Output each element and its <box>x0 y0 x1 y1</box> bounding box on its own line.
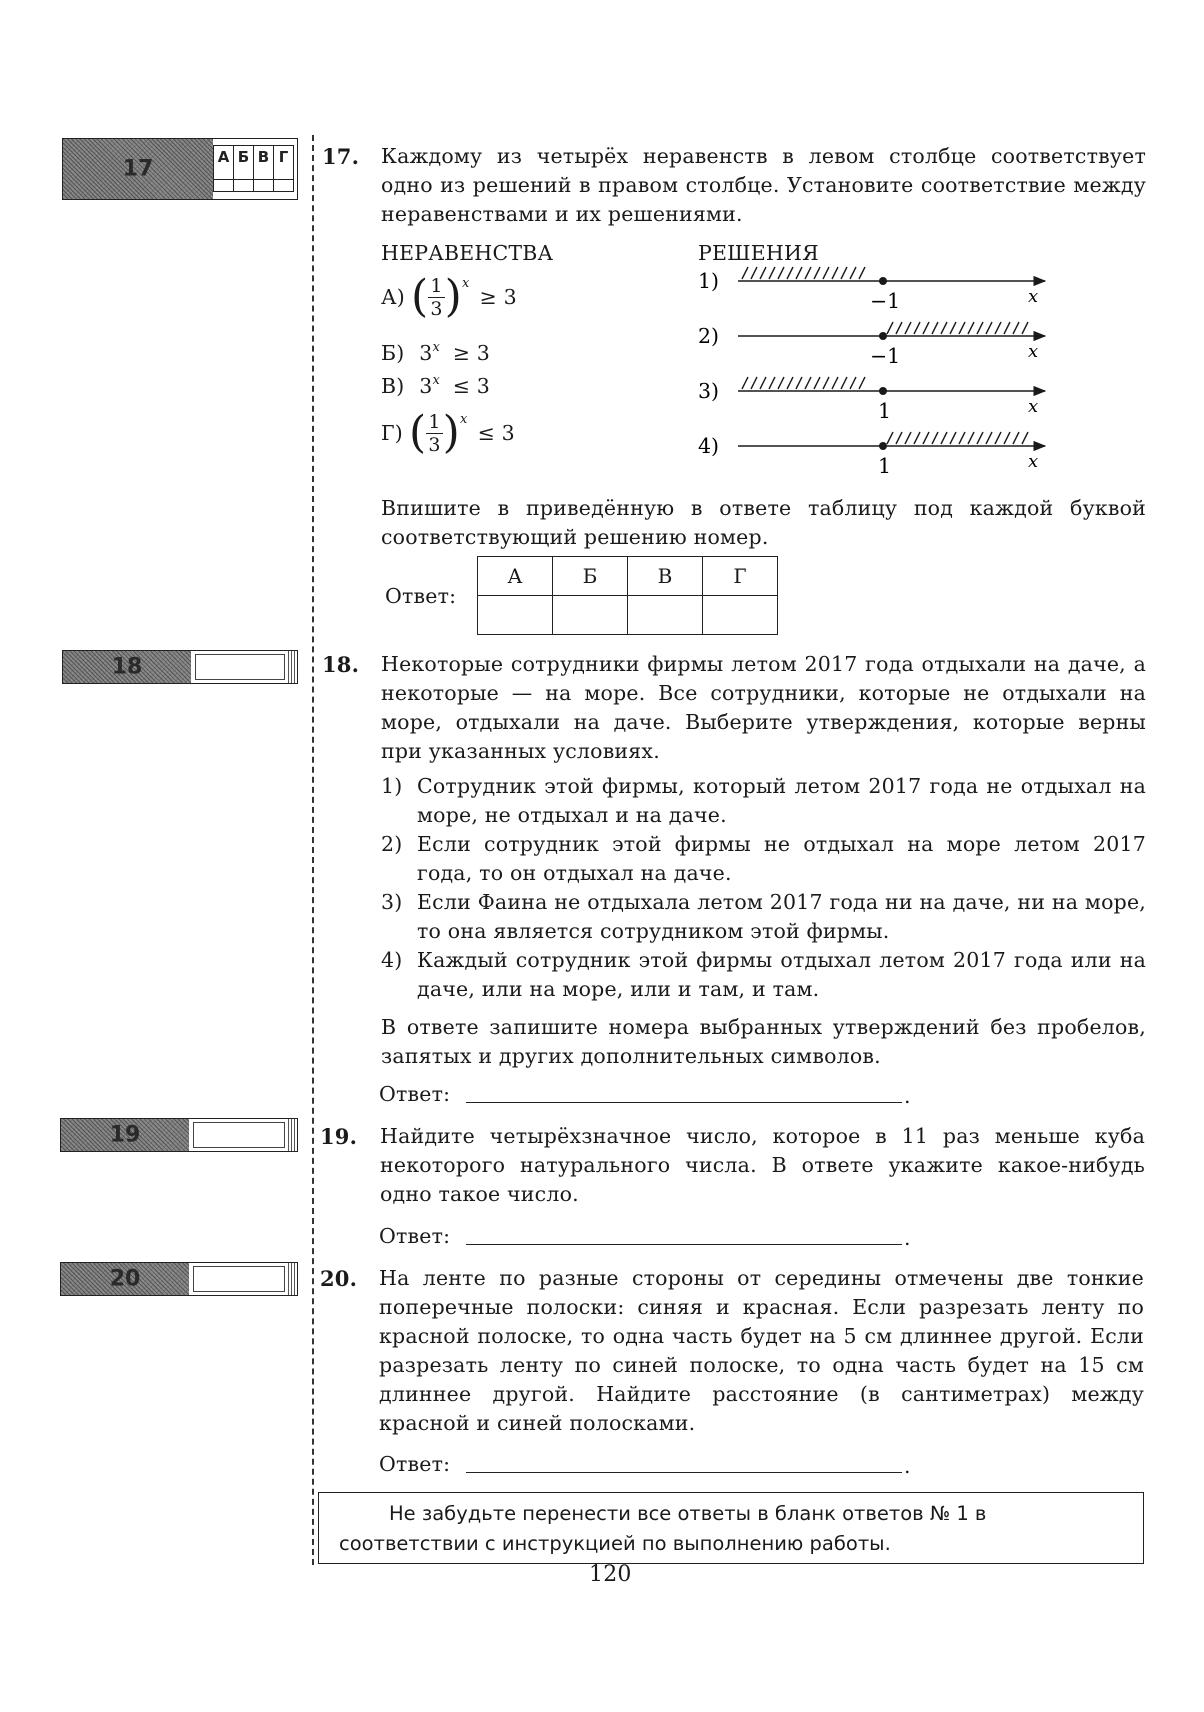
transfer-notice-text: Не забудьте перенести все ответы в бланк ответов № 1 в соответствии с инструкцией по выполнению работы. <box>339 1502 987 1555</box>
solution-4-point: 1 <box>878 454 892 478</box>
badge-18-tail <box>288 651 297 683</box>
task-20-text: На ленте по разные стороны от середины отмечены две тонкие поперечные полоски: синяя и красная. Если разрезать ленту по красной полоске, то одна часть будет на 5 см длиннее другой. Если разрезать ленту по синей полоске, то одна часть будет на 15 см длиннее другой. Найдите расстояние (в сантиметрах) между красной и синей полосками. <box>379 1266 1144 1435</box>
solutions-header: РЕШЕНИЯ <box>698 241 819 265</box>
badge-18 <box>62 650 298 684</box>
task-17-answer-label: Ответ: <box>385 584 457 608</box>
solution-3-point: 1 <box>878 399 892 423</box>
inequality-a-rel: ≥ 3 <box>479 284 517 309</box>
task-18-item-2-number: 2) <box>381 832 403 856</box>
inequality-b-rel: ≥ 3 <box>452 341 491 365</box>
solution-1-label: 1) <box>698 269 720 293</box>
badge-20-tail <box>288 1263 297 1295</box>
task-20-number: 20. <box>320 1266 358 1291</box>
solution-2-point-dot <box>879 332 887 340</box>
inequality-v-base: 3 <box>419 374 433 398</box>
inequality-v-exp: x <box>432 373 440 388</box>
inequality-a-label: А) <box>381 284 405 309</box>
task-17-number: 17. <box>322 144 360 169</box>
answer-table-header-a: А <box>478 557 553 596</box>
task-18-item-4-number: 4) <box>381 948 403 972</box>
page-number: 120 <box>589 1562 632 1587</box>
inequality-g-fraction: ( $\frac{1}{3}$ ) x <box>409 411 468 456</box>
solution-4-point-dot <box>879 442 887 450</box>
inequality-g <box>381 408 515 458</box>
inequality-a-fraction: ( $\frac{1}{3}$ ) x <box>411 275 470 320</box>
task-19-number: 19. <box>320 1124 358 1149</box>
inequality-g-num: 1 <box>428 410 441 433</box>
badge-17-answer-grid[interactable] <box>213 145 294 192</box>
task-18-item-1-text: Сотрудник этой фирмы, который летом 2017 года не отдыхал на море, не отдыхал и на даче. <box>417 774 1146 827</box>
inequality-g-exp: x <box>460 411 468 427</box>
task-18-answer-period: . <box>904 1084 911 1108</box>
badge-17-cell-a[interactable] <box>214 180 234 192</box>
badge-18-answer-field[interactable] <box>195 654 285 680</box>
task-18-text: Некоторые сотрудники фирмы летом 2017 года отдыхали на даче, а некоторые — на море. Все сотрудники, которые не отдыхали на море, отдыхали на даче. Выберите утверждения, которые верны при указанных условиях. <box>381 652 1146 763</box>
task-19-answer-label: Ответ: <box>379 1224 451 1248</box>
task-20-answer-line[interactable] <box>466 1472 902 1473</box>
badge-17-number: 17 <box>122 156 154 182</box>
task-18-number: 18. <box>322 652 360 677</box>
solution-3-label: 3) <box>698 379 720 403</box>
task-18-item-1 <box>381 772 1146 830</box>
badge-17-cell-b[interactable] <box>234 180 254 192</box>
inequality-v-rel: ≤ 3 <box>452 374 491 398</box>
inequality-g-rel: ≤ 3 <box>477 420 515 445</box>
badge-20-answer-field[interactable] <box>193 1266 285 1292</box>
solution-3-point-dot <box>879 387 887 395</box>
task-18-instruction: В ответе запишите номера выбранных утверждений без пробелов, запятых и других дополнительных символов. <box>381 1015 1146 1068</box>
badge-17-cell-g[interactable] <box>274 180 294 192</box>
badge-17-letter-a: А <box>214 146 234 180</box>
transfer-notice-box <box>318 1492 1144 1564</box>
solution-3-hatch <box>742 377 865 389</box>
task-17-instruction: Впишите в приведённую в ответе таблицу под каждой буквой соответствующий решению номер. <box>381 496 1146 549</box>
inequalities-header: НЕРАВЕНСТВА <box>381 241 554 265</box>
inequality-a-num: 1 <box>430 274 443 297</box>
task-19-text: Найдите четырёхзначное число, которое в 11 раз меньше куба некоторого натурального числа. В ответе укажите какое-нибудь одно такое число. <box>380 1124 1145 1206</box>
task-18-item-3 <box>381 888 1146 946</box>
task-17-text: Каждому из четырёх неравенств в левом столбце соответствует одно из решений в правом столбце. Установите соответствие между неравенствами и их решениями. <box>381 144 1146 226</box>
answer-cell-b[interactable] <box>553 596 628 635</box>
answer-cell-a[interactable] <box>478 596 553 635</box>
margin-cut-line <box>312 135 314 1565</box>
solution-1-axis-label: x <box>1028 286 1039 307</box>
inequality-a-exp: x <box>461 275 470 291</box>
inequality-b-label: Б) <box>381 341 405 365</box>
badge-19-answer-field[interactable] <box>193 1122 285 1148</box>
task-17-answer-table <box>477 556 778 635</box>
inequality-v-label: В) <box>381 374 405 398</box>
task-18-item-2-text: Если сотрудник этой фирмы не отдыхал на море летом 2017 года, то он отдыхал на даче. <box>417 832 1146 885</box>
solution-2-axis-label: x <box>1028 341 1039 362</box>
answer-table-header-b: Б <box>553 557 628 596</box>
badge-17-letter-b: Б <box>234 146 254 180</box>
solution-1-hatch <box>742 267 865 279</box>
solution-4-label: 4) <box>698 434 720 458</box>
answer-table-header-v: В <box>628 557 703 596</box>
task-19-answer-line[interactable] <box>466 1244 902 1245</box>
task-19-answer-period: . <box>904 1226 911 1250</box>
task-18-item-2 <box>381 830 1146 888</box>
inequality-a-den: 3 <box>430 297 443 320</box>
task-18-item-3-text: Если Фаина не отдыхала летом 2017 года ни на даче, ни на море, то она является сотрудником этой фирмы. <box>417 890 1146 943</box>
badge-20-number: 20 <box>109 1266 141 1292</box>
answer-table-header-g: Г <box>703 557 778 596</box>
badge-19 <box>60 1118 298 1152</box>
task-18-answer-line[interactable] <box>466 1102 902 1103</box>
badge-17-letter-v: В <box>254 146 274 180</box>
badge-19-tail <box>288 1119 297 1151</box>
solution-2-hatch <box>887 322 1028 334</box>
task-18-item-3-number: 3) <box>381 890 403 914</box>
solutions-diagrams <box>690 262 1070 484</box>
inequality-v <box>381 372 490 401</box>
answer-cell-v[interactable] <box>628 596 703 635</box>
solution-1-point-dot <box>879 277 887 285</box>
task-18-item-4-text: Каждый сотрудник этой фирмы отдыхал летом 2017 года или на даче, или на море, или и там, и там. <box>417 948 1146 1001</box>
solution-2-point: −1 <box>870 344 901 368</box>
inequality-g-label: Г) <box>381 420 403 445</box>
badge-19-number: 19 <box>109 1122 141 1148</box>
solution-2-label: 2) <box>698 324 720 348</box>
task-18-item-4 <box>381 946 1146 1004</box>
inequality-b-exp: x <box>432 340 440 355</box>
task-18-answer-label: Ответ: <box>379 1082 451 1106</box>
badge-17-letter-g: Г <box>274 146 294 180</box>
badge-17 <box>62 138 298 200</box>
solution-4-axis-label: x <box>1028 451 1039 472</box>
solution-4-hatch <box>887 432 1028 444</box>
inequality-b <box>381 339 490 368</box>
task-20-answer-label: Ответ: <box>379 1452 451 1476</box>
inequality-b-base: 3 <box>419 341 433 365</box>
inequality-g-den: 3 <box>428 433 441 456</box>
inequality-a <box>381 272 517 322</box>
task-20-answer-period: . <box>904 1454 911 1478</box>
solution-1-point: −1 <box>870 289 901 313</box>
badge-18-number: 18 <box>111 654 143 680</box>
badge-20 <box>60 1262 298 1296</box>
solution-3-axis-label: x <box>1028 396 1039 417</box>
answer-cell-g[interactable] <box>703 596 778 635</box>
task-18-item-1-number: 1) <box>381 774 403 798</box>
badge-17-cell-v[interactable] <box>254 180 274 192</box>
